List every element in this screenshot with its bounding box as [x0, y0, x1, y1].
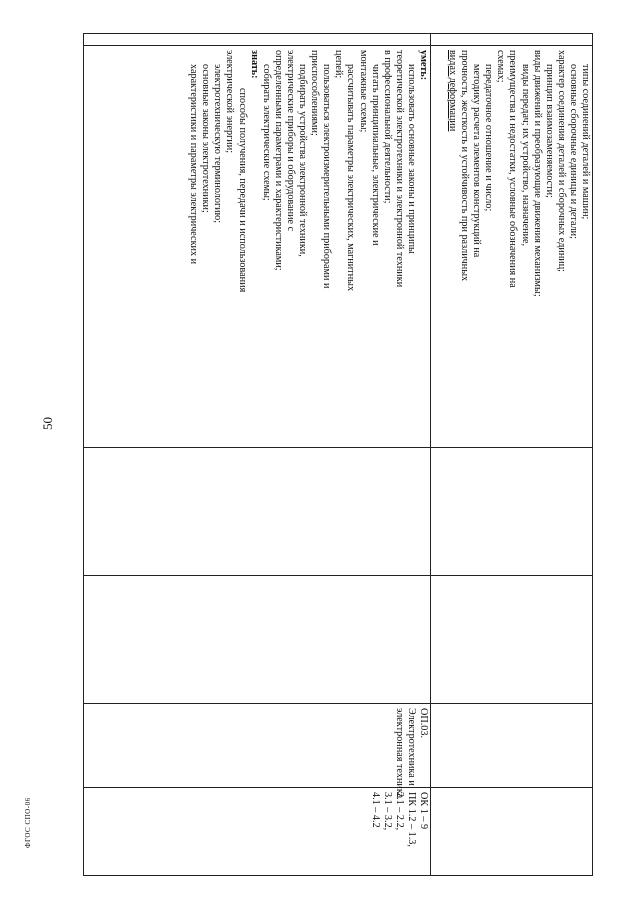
content-line: знать:: [248, 50, 260, 79]
content-line: передаточное отношение и число;: [483, 64, 495, 212]
table-cell-content: [431, 46, 593, 448]
content-line: видах деформации: [446, 50, 458, 132]
table-cell-discipline: [84, 704, 431, 799]
content-line: читать принципиальные, электрические и: [369, 64, 381, 246]
table-cell-competencies: [431, 788, 593, 876]
table-cell-empty: [431, 448, 593, 576]
table-cell-discipline: [431, 704, 593, 788]
content-line: электротехническую терминологию;: [212, 64, 224, 224]
table-row: [431, 34, 593, 876]
content-line: схемах;: [495, 50, 507, 83]
competency-line: 4.1 – 4.2: [369, 792, 381, 828]
discipline-title-line: электронная техника: [393, 708, 405, 799]
table-cell-competencies: [84, 788, 431, 876]
content-line: типы соединений деталей и машин;: [580, 64, 591, 220]
content-line: способы получения, передачи и использования: [236, 88, 248, 293]
table-cell-empty: [84, 448, 431, 576]
footer-code: ФГОС СПО-06: [24, 797, 32, 848]
content-line: подбирать устройства электронной техники,: [297, 64, 309, 257]
content-line: методику расчета элементов конструкций на: [471, 64, 483, 258]
rotated-table: [84, 33, 593, 875]
table-row: [84, 34, 431, 876]
content-line: прочность, жесткость и устойчивость при различных: [459, 50, 471, 282]
content-line: основные законы электротехники;: [200, 64, 212, 213]
content-line: характер соединения деталей и сборочных единиц;: [555, 50, 567, 273]
content-line: электрической энергии;: [224, 50, 236, 154]
competency-line: ОК 1 – 9: [418, 792, 429, 830]
content-line: теоретической электротехники и электронной техники: [393, 50, 405, 288]
discipline-title-line: Электротехника и: [405, 708, 417, 786]
content-line: преимущества и недостатки, условные обозначения на: [507, 50, 519, 288]
bottom-content-lines: [187, 50, 429, 443]
content-line: виды движений и преобразующие движения механизмы;: [531, 50, 543, 297]
top-content-lines: [446, 50, 591, 443]
content-line: рассчитывать параметры электрических, магнитных: [345, 64, 357, 292]
content-line: электрические приборы и оборудование с: [284, 50, 296, 232]
page-number: 50: [40, 417, 55, 430]
table-cell-index: [84, 34, 431, 46]
table-cell-empty: [84, 576, 431, 704]
content-line: виды передач; их устройство, назначение,: [519, 64, 531, 247]
content-line: в профессиональной деятельности;: [381, 50, 393, 204]
table-cell-content: [84, 46, 431, 448]
content-line: характеристики и параметры электрических и: [188, 64, 200, 265]
competency-line: 3.1 – 3.2,: [381, 792, 393, 831]
table-cell-empty: [431, 576, 593, 704]
content-line: приспособлениями;: [309, 50, 321, 136]
table-cell-index: [431, 34, 593, 46]
content-line: определенными параметрами и характеристиками;: [272, 50, 284, 271]
curriculum-table: [83, 33, 593, 876]
discipline-code: ОП.03.: [418, 708, 429, 738]
content-line: уметь:: [418, 50, 429, 81]
content-line: принцип взаимозаменяемости;: [543, 64, 555, 198]
content-line: монтажные схемы;: [357, 50, 369, 133]
content-line: цепей;: [333, 50, 345, 79]
content-line: пользоваться электроизмерительными приборами и: [321, 64, 333, 289]
content-line: собирать электрические схемы;: [260, 64, 272, 201]
competency-line: 2.1 – 2.2,: [393, 792, 405, 831]
competency-line: ПК 1.2 – 1.3,: [405, 792, 417, 847]
content-line: использовать основные законы и принципы: [405, 64, 417, 254]
content-line: основные сборочные единицы и детали;: [567, 64, 579, 239]
